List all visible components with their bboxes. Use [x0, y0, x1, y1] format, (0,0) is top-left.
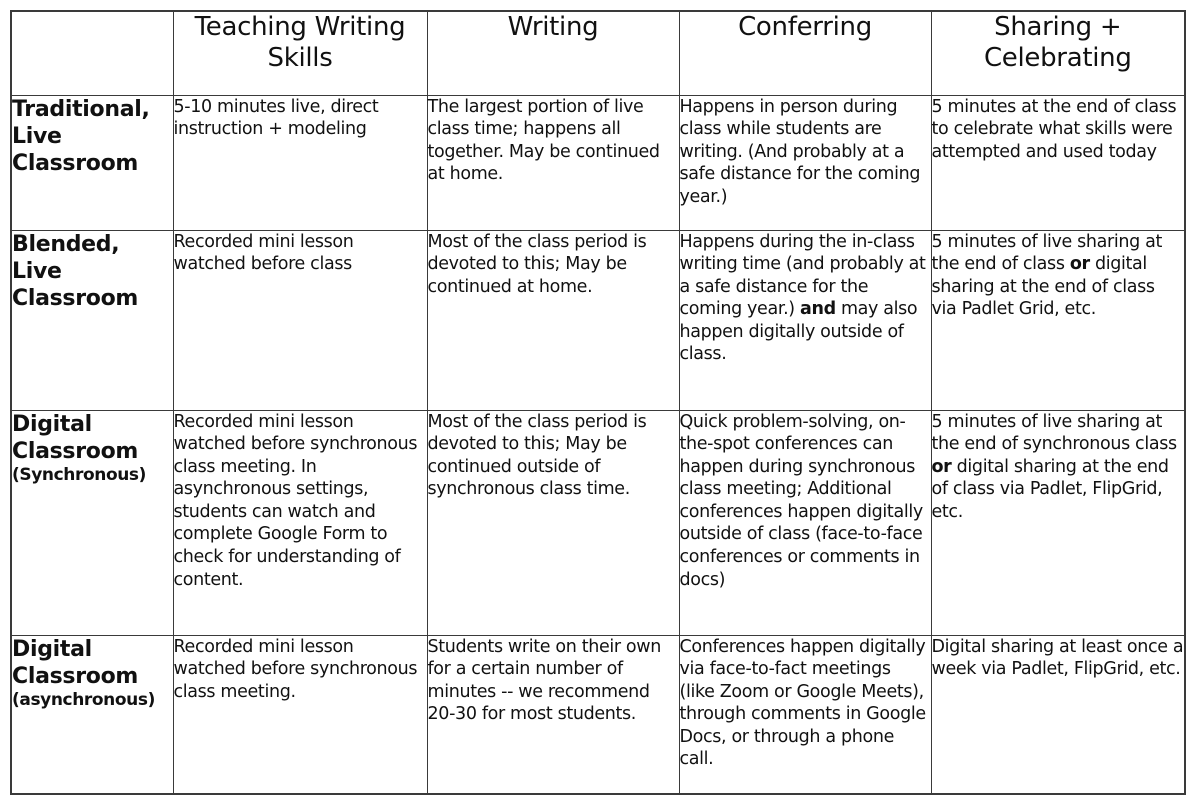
cell-sharing: [931, 635, 1185, 794]
row-header-subtitle: (Synchronous): [12, 464, 147, 485]
cell-conferring: Conferences happen digitally via face-to-fact meetings (like Zoom or Google Meets), through comments in Google Docs, or through a phone call.: [679, 635, 931, 794]
table-row: [11, 95, 1185, 230]
row-header-digital-synchronous: [11, 410, 173, 635]
cell-conferring: Quick problem-solving, on-the-spot conferences can happen during synchronous class meeting; Additional conferences happen digitally outside of class (face-to-face conferences or comments in docs): [679, 410, 931, 635]
table-row: [11, 230, 1185, 410]
cell-writing: Most of the class period is devoted to this; May be continued at home.: [427, 230, 679, 410]
cell-text: digital sharing at the end of class via Padlet, FlipGrid, etc.: [931, 456, 1169, 522]
writing-workshop-comparison-table: [10, 10, 1186, 795]
column-header-writing: Writing: [427, 11, 679, 95]
row-header-traditional-live: [11, 95, 173, 230]
corner-cell: [11, 11, 173, 95]
column-header-sharing-celebrating: Sharing + Celebrating: [931, 11, 1185, 95]
cell-text: Digital sharing at least once a week via Padlet, FlipGrid, etc.: [931, 636, 1184, 680]
cell-sharing: [931, 230, 1185, 410]
cell-sharing: [931, 410, 1185, 635]
cell-sharing: [931, 95, 1185, 230]
cell-writing: The largest portion of live class time; happens all together. May be continued at home.: [427, 95, 679, 230]
cell-text: 5 minutes at the end of class to celebrate what skills were attempted and used today: [931, 96, 1177, 162]
cell-teaching: Recorded mini lesson watched before synchronous class meeting.: [173, 635, 427, 794]
row-header-title: Traditional, Live Classroom: [12, 96, 150, 176]
emphasis-or: or: [1069, 254, 1090, 275]
emphasis-or: or: [931, 456, 952, 477]
row-header-blended-live: [11, 230, 173, 410]
row-header-subtitle: (asynchronous): [12, 689, 155, 710]
cell-text: may also happen digitally outside of class.: [679, 299, 918, 365]
column-header-teaching-writing-skills: Teaching Writing Skills: [173, 11, 427, 95]
cell-text: 5 minutes of live sharing at the end of synchronous class: [931, 411, 1177, 455]
header-row: [11, 11, 1185, 95]
cell-teaching: 5-10 minutes live, direct instruction + modeling: [173, 95, 427, 230]
column-header-conferring: Conferring: [679, 11, 931, 95]
cell-conferring: Happens in person during class while students are writing. (And probably at a safe distance for the coming year.): [679, 95, 931, 230]
cell-teaching: Recorded mini lesson watched before synchronous class meeting. In asynchronous settings, students can watch and complete Google Form to check for understanding of content.: [173, 410, 427, 635]
cell-text: Happens during the in-class writing time (and probably at a safe distance for the coming year.): [679, 231, 926, 320]
table-row: [11, 410, 1185, 635]
row-header-digital-asynchronous: [11, 635, 173, 794]
emphasis-and: and: [800, 299, 836, 320]
row-header-title: Digital Classroom: [12, 636, 139, 689]
cell-text: digital sharing at the end of class via Padlet Grid, etc.: [931, 254, 1155, 320]
cell-teaching: Recorded mini lesson watched before class: [173, 230, 427, 410]
cell-conferring: [679, 230, 931, 410]
cell-text: 5 minutes of live sharing at the end of class: [931, 231, 1162, 275]
table-row: [11, 635, 1185, 794]
row-header-title: Digital Classroom: [12, 411, 139, 464]
cell-writing: Most of the class period is devoted to this; May be continued outside of synchronous class time.: [427, 410, 679, 635]
cell-writing: Students write on their own for a certain number of minutes -- we recommend 20-30 for most students.: [427, 635, 679, 794]
row-header-title: Blended, Live Classroom: [12, 231, 139, 311]
